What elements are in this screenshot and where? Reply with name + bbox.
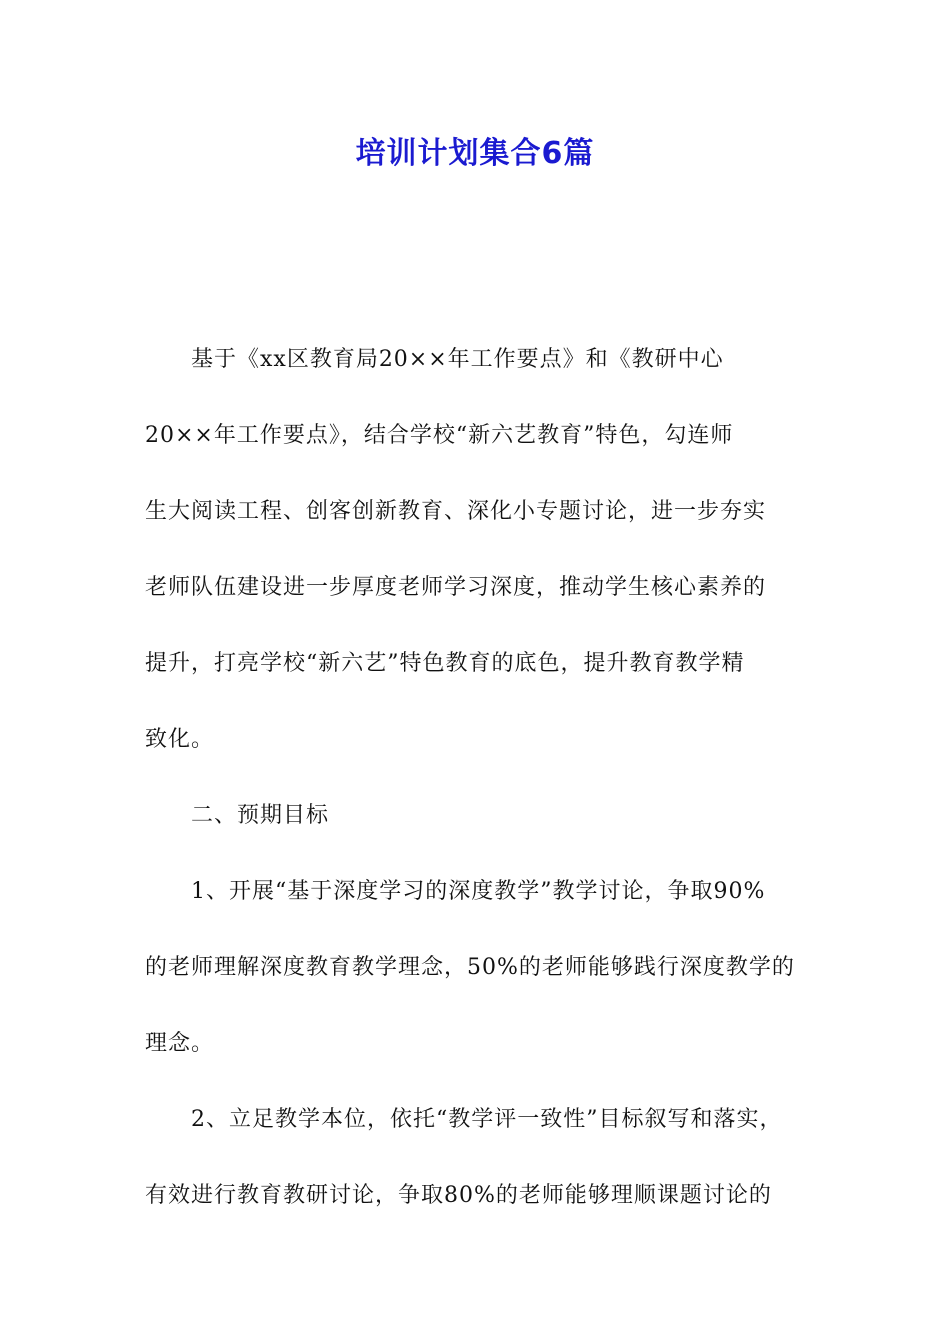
paragraph-line: 的老师理解深度教育教学理念，50%的老师能够践行深度教学的 bbox=[145, 955, 795, 980]
paragraph-line: 致化。 bbox=[145, 727, 215, 752]
document-title: 培训计划集合6篇 bbox=[355, 136, 595, 171]
paragraph-line: 生大阅读工程、创客创新教育、深化小专题讨论，进一步夯实 bbox=[145, 499, 767, 524]
section-heading: 二、预期目标 bbox=[191, 803, 330, 828]
paragraph-line: 20××年工作要点》，结合学校“新六艺教育”特色，勾连师 bbox=[145, 423, 734, 448]
document-body bbox=[145, 340, 810, 1252]
paragraph-line: 老师队伍建设进一步厚度老师学习深度，推动学生核心素养的 bbox=[145, 575, 767, 600]
paragraph-line: 2、立足教学本位，依托“教学评一致性”目标叙写和落实， bbox=[191, 1107, 783, 1132]
paragraph-line: 有效进行教育教研讨论，争取80%的老师能够理顺课题讨论的 bbox=[145, 1183, 772, 1208]
paragraph-line: 理念。 bbox=[145, 1031, 215, 1056]
paragraph-line: 基于《xx区教育局20××年工作要点》和《教研中心 bbox=[191, 347, 724, 372]
paragraph-line: 提升，打亮学校“新六艺”特色教育的底色，提升教育教学精 bbox=[145, 651, 745, 676]
paragraph-line: 1、开展“基于深度学习的深度教学”教学讨论，争取90% bbox=[191, 879, 766, 904]
